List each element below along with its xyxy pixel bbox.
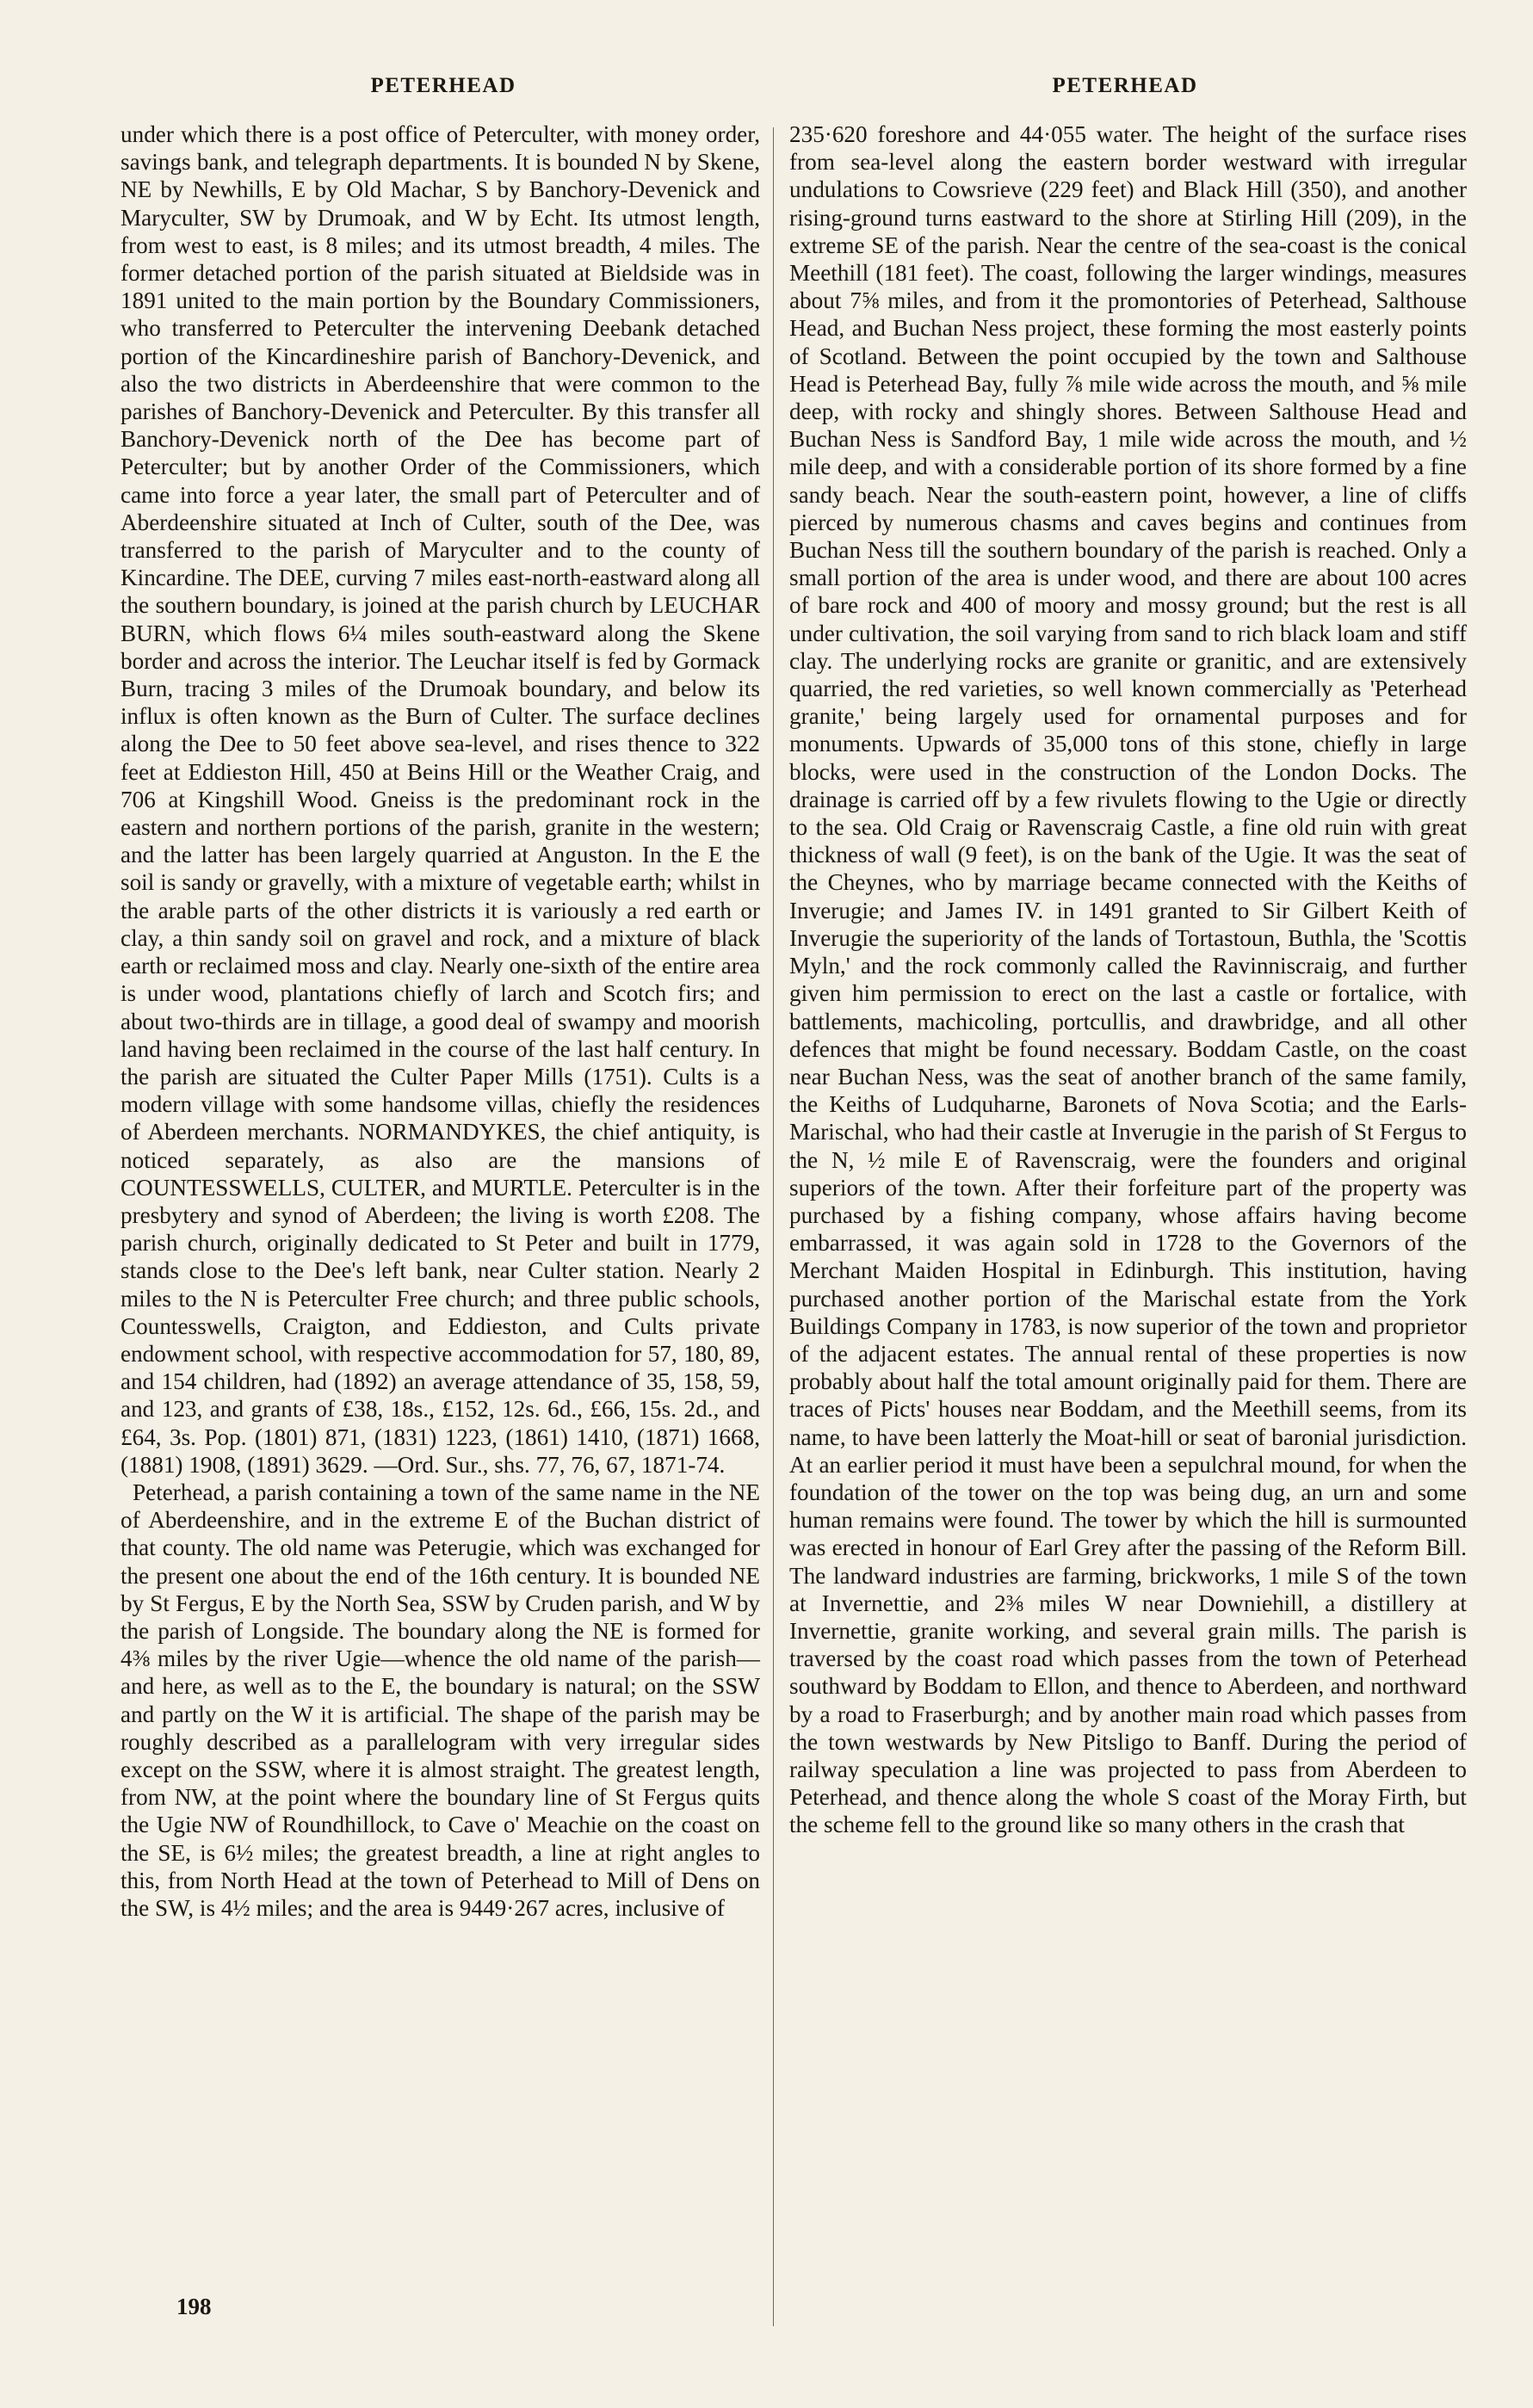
paragraph-peterculter-continued: under which there is a post office of Peterculter, with money order, savings bank, and telegraph departments. It is bounded N by Skene, NE by Newhills, E by Old Machar, S by Banchory-Devenick and Maryculter, SW by Drumoak, and W by Echt. Its utmost length, from west to east, is 8 miles; and its utmost breadth, 4 miles. The former detached portion of the parish situated at Bieldside was in 1891 united to the main portion by the Boundary Commissioners, who transferred to Peterculter the intervening Deebank detached portion of the Kincardineshire parish of Banchory-Devenick, and also the two districts in Aberdeenshire that were common to the parishes of Banchory-Devenick and Peterculter. By this transfer all Banchory-Devenick north of the Dee has become part of Peterculter; but by another Order of the Commissioners, which came into force a year later, the small part of Peterculter and of Aberdeenshire situated at Inch of Culter, south of the Dee, was transferred to the parish of Maryculter and to the county of Kincardine. The DEE, curving 7 miles east-north-eastward along all the southern boundary, is joined at the parish church by LEUCHAR BURN, which flows 6¼ miles south-eastward along the Skene border and across the interior. The Leuchar itself is fed by Gormack Burn, tracing 3 miles of the Drumoak boundary, and below its influx is often known as the Burn of Culter. The surface declines along the Dee to 50 feet above sea-level, and rises thence to 322 feet at Eddieston Hill, 450 at Beins Hill or the Weather Craig, and 706 at Kingshill Wood. Gneiss is the predominant rock in the eastern and northern portions of the parish, granite in the western; and the latter has been largely quarried at Anguston. In the E the soil is sandy or gravelly, with a mixture of vegetable earth; whilst in the arable parts of the other districts it is variously a red earth or clay, a thin sandy soil on gravel and rock, and a mixture of black earth or reclaimed moss and clay. Nearly one-sixth of the entire area is under wood, plantations chiefly of larch and Scotch firs; and about two-thirds are in tillage, a good deal of swampy and moorish land having been reclaimed in the course of the last half century. In the parish are situated the Culter Paper Mills (1751). Cults is a modern village with some handsome villas, chiefly the residences of Aberdeen merchants. NORMANDYKES, the chief antiquity, is noticed separately, as also are the mansions of COUNTESSWELLS, CULTER, and MURTLE. Peterculter is in the presbytery and synod of Aberdeen; the living is worth £208. The parish church, originally dedicated to St Peter and built in 1779, stands close to the Dee's left bank, near Culter station. Nearly 2 miles to the N is Peterculter Free church; and three public schools, Countesswells, Craigton, and Eddieston, and Cults private endowment school, with respective accommodation for 57, 180, 89, and 154 children, had (1892) an average attendance of 35, 158, 59, and 123, and grants of £38, 18s., £152, 12s. 6d., £66, 15s. 2d., and £64, 3s. Pop. (1801) 871, (1831) 1223, (1861) 1410, (1871) 1668, (1881) 1908, (1891) 3629. —Ord. Sur., shs. 77, 76, 67, 1871-74. [121,121,760,1478]
right-column [789,120,1467,1839]
paragraph-peterhead-intro: Peterhead, a parish containing a town of the same name in the NE of Aberdeenshire, and in the extreme E of the Buchan district of that county. The old name was Peterugie, which was exchanged for the present one about the end of the 16th century. It is bounded NE by St Fergus, E by the North Sea, SSW by Cruden parish, and W by the parish of Longside. The boundary along the NE is formed for 4⅜ miles by the river Ugie—whence the old name of the parish—and here, as well as to the E, the boundary is natural; on the SSW and partly on the W it is artificial. The shape of the parish may be roughly described as a parallelogram with very irregular sides except on the SSW, where it is almost straight. The greatest length, from NW, at the point where the boundary line of St Fergus quits the Ugie NW of Roundhillock, to Cave o' Meachie on the coast on the SE, is 6½ miles; the greatest breadth, a line at right angles to this, from North Head at the town of Peterhead to Mill of Dens on the SW, is 4½ miles; and the area is 9449·267 acres, inclusive of [121,1479,760,1921]
paragraph-peterhead-description: 235·620 foreshore and 44·055 water. The height of the surface rises from sea-level along the eastern border westward with irregular undulations to Cowsrieve (229 feet) and Black Hill (350), and another rising-ground turns eastward to the shore at Stirling Hill (209), in the extreme SE of the parish. Near the centre of the sea-coast is the conical Meethill (181 feet). The coast, following the larger windings, measures about 7⅝ miles, and from it the promontories of Peterhead, Salthouse Head, and Buchan Ness project, these forming the most easterly points of Scotland. Between the point occupied by the town and Salthouse Head is Peterhead Bay, fully ⅞ mile wide across the mouth, and ⅝ mile deep, with rocky and shingly shores. Between Salthouse Head and Buchan Ness is Sandford Bay, 1 mile wide across the mouth, and ½ mile deep, and with a considerable portion of its shore formed by a fine sandy beach. Near the south-eastern point, however, a line of cliffs pierced by numerous chasms and caves begins and continues from Buchan Ness till the southern boundary of the parish is reached. Only a small portion of the area is under wood, and there are about 100 acres of bare rock and 400 of moory and mossy ground; but the rest is all under cultivation, the soil varying from sand to rich black loam and stiff clay. The underlying rocks are granite or granitic, and are extensively quarried, the red varieties, so well known commercially as 'Peterhead granite,' being largely used for ornamental purposes and for monuments. Upwards of 35,000 tons of this stone, chiefly in large blocks, were used in the construction of the London Docks. The drainage is carried off by a few rivulets flowing to the Ugie or directly to the sea. Old Craig or Ravenscraig Castle, a fine old ruin with great thickness of wall (9 feet), is on the bank of the Ugie. It was the seat of the Cheynes, who by marriage became connected with the Keiths of Inverugie; and James IV. in 1491 granted to Sir Gilbert Keith of Inverugie the superiority of the lands of Tortastoun, Buthla, the 'Scottis Myln,' and the rock commonly called the Ravinniscraig, and further given him permission to erect on the last a castle or fortalice, with battlements, machicoling, portcullis, and drawbridge, and all other defences that might be found necessary. Boddam Castle, on the coast near Buchan Ness, was the seat of another branch of the same family, the Keiths of Ludquharne, Baronets of Nova Scotia; and the Earls-Marischal, who had their castle at Inverugie in the parish of St Fergus to the N, ½ mile E of Ravenscraig, were the founders and original superiors of the town. After their forfeiture part of the property was purchased by a fishing company, whose affairs having become embarrassed, it was again sold in 1728 to the Governors of the Merchant Maiden Hospital in Edinburgh. This institution, having purchased another portion of the Marischal estate from the York Buildings Company in 1783, is now superior of the town and proprietor of the adjacent estates. The annual rental of these properties is now probably about half the total amount originally paid for them. There are traces of Picts' houses near Boddam, and the Meethill seems, from its name, to have been latterly the Moat-hill or seat of baronial jurisdiction. At an earlier period it must have been a sepulchral mound, for when the foundation of the tower on the top was being dug, an urn and some human remains were found. The tower by which the hill is surmounted was erected in honour of Earl Grey after the passing of the Reform Bill. The landward industries are farming, brickworks, 1 mile S of the town at Invernettie, and 2⅜ miles W near Downiehill, a distillery at Invernettie, granite working, and several grain mills. The parish is traversed by the coast road which passes from the town of Peterhead southward by Boddam to Ellon, and thence to Aberdeen, and northward by a road to Fraserburgh; and by another main road which passes from the town westwards by New Pitsligo to Banff. During the period of railway speculation a line was projected to pass from Aberdeen to Peterhead, and thence along the whole S coast of the Moray Firth, but the scheme fell to the ground like so many others in the crash that [789,121,1467,1838]
running-head-left: PETERHEAD [370,74,516,97]
page-number: 198 [176,2294,212,2319]
left-column [121,120,760,1922]
running-head-right: PETERHEAD [1052,74,1198,97]
column-rule [773,127,774,2326]
